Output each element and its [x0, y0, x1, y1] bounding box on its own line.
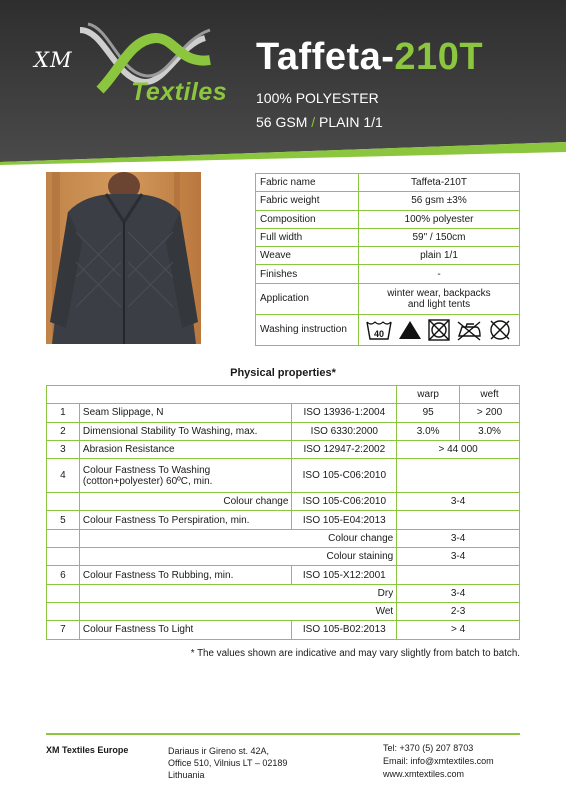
header-warp: warp [397, 386, 460, 404]
row-number: 1 [47, 404, 80, 422]
row-standard: ISO 105-C06:2010 [292, 459, 397, 493]
footer-company: XM Textiles Europe [46, 745, 129, 755]
table-row [47, 584, 520, 602]
row-standard: ISO 105-B02:2013 [292, 621, 397, 639]
jacket-photo-image [46, 172, 201, 344]
header-banner [0, 0, 566, 165]
property-line2: (cotton+polyester) 60ºC, min. [82, 475, 213, 487]
row-value: > 44 000 [397, 440, 520, 458]
row-number [47, 548, 80, 566]
row-standard: ISO 105-E04:2013 [292, 511, 397, 529]
row-value: 2-3 [397, 602, 520, 620]
row-number: 7 [47, 621, 80, 639]
table-row [47, 602, 520, 620]
no-iron-icon [456, 319, 482, 341]
washing-icons-cell [359, 314, 520, 345]
row-property [79, 459, 292, 493]
row-weft: > 200 [460, 404, 520, 422]
row-subproperty: Colour change [79, 529, 396, 547]
row-standard: ISO 13936-1:2004 [292, 404, 397, 422]
header-blank [47, 386, 397, 404]
jacket-photo [46, 172, 201, 344]
spec-row [256, 192, 520, 210]
application-line2: and light tents [407, 298, 471, 310]
row-number: 3 [47, 440, 80, 458]
spec-label: Finishes [256, 265, 359, 283]
footer-tel: Tel: +370 (5) 207 8703 [383, 743, 474, 753]
row-number [47, 493, 80, 511]
row-standard: ISO 12947-2:2002 [292, 440, 397, 458]
row-number: 4 [47, 459, 80, 493]
table-row [47, 529, 520, 547]
row-number [47, 584, 80, 602]
separator: / [311, 114, 316, 130]
row-subproperty: Wet [79, 602, 396, 620]
row-number: 6 [47, 566, 80, 584]
table-row [47, 621, 520, 639]
table-row [47, 566, 520, 584]
property-line1: Colour Fastness To Washing [82, 464, 211, 476]
no-tumble-dry-icon [428, 319, 450, 341]
row-value: > 4 [397, 621, 520, 639]
row-value: 3-4 [397, 548, 520, 566]
row-value [397, 511, 520, 529]
row-number: 5 [47, 511, 80, 529]
no-dry-clean-icon [488, 319, 512, 341]
logo-xm-text: XM [34, 48, 73, 72]
table-row [47, 404, 520, 422]
row-value [397, 566, 520, 584]
spec-value: - [359, 265, 520, 283]
row-standard: ISO 6330:2000 [292, 422, 397, 440]
wash-40-icon [366, 319, 392, 341]
company-logo [34, 20, 234, 110]
row-value: 3-4 [397, 529, 520, 547]
row-number [47, 529, 80, 547]
spec-value: 100% polyester [359, 210, 520, 228]
table-row [47, 440, 520, 458]
row-standard: ISO 105-C06:2010 [292, 493, 397, 511]
row-number [47, 602, 80, 620]
row-value [397, 459, 520, 493]
title-main: Taffeta- [256, 36, 395, 78]
footer-divider [46, 733, 520, 735]
spec-value: 59" / 150cm [359, 228, 520, 246]
logo-textiles-text: Textiles [131, 78, 228, 106]
product-title [256, 36, 483, 79]
gsm-weave-subtitle [256, 114, 383, 130]
indicative-values-note: * The values shown are indicative and may vary slightly from batch to batch. [190, 648, 520, 659]
row-value: 3-4 [397, 493, 520, 511]
footer-website-link[interactable]: www.xmtextiles.com [383, 769, 465, 779]
spec-value: plain 1/1 [359, 247, 520, 265]
address-line2: Office 510, Vilnius LT – 02189 [168, 758, 288, 768]
footer-contact [383, 742, 494, 781]
row-warp: 3.0% [397, 422, 460, 440]
spec-value: Taffeta-210T [359, 174, 520, 192]
spec-label: Weave [256, 247, 359, 265]
row-property: Dimensional Stability To Washing, max. [79, 422, 292, 440]
row-property: Colour Fastness To Perspiration, min. [79, 511, 292, 529]
row-subproperty: Colour change [79, 493, 292, 511]
spec-label: Full width [256, 228, 359, 246]
spec-label: Application [256, 283, 359, 314]
table-row [47, 459, 520, 493]
composition-subtitle: 100% POLYESTER [256, 90, 379, 106]
spec-row [256, 283, 520, 314]
spec-row [256, 174, 520, 192]
weave-text: PLAIN 1/1 [319, 114, 383, 130]
gsm-text: 56 GSM [256, 114, 308, 130]
address-line1: Dariaus ir Gireno st. 42A, [168, 746, 270, 756]
spec-value: 56 gsm ±3% [359, 192, 520, 210]
row-property: Abrasion Resistance [79, 440, 292, 458]
spec-row [256, 228, 520, 246]
physical-properties-title: Physical properties* [230, 367, 336, 379]
wash-temp-text: 40 [373, 328, 385, 339]
physical-properties-table [46, 385, 520, 640]
table-row [47, 548, 520, 566]
row-standard: ISO 105-X12:2001 [292, 566, 397, 584]
row-warp: 95 [397, 404, 460, 422]
spec-row [256, 210, 520, 228]
spec-label: Composition [256, 210, 359, 228]
bleach-icon [398, 319, 422, 341]
row-number: 2 [47, 422, 80, 440]
title-accent: 210T [394, 36, 484, 78]
spec-row [256, 247, 520, 265]
row-property: Seam Slippage, N [79, 404, 292, 422]
address-line3: Lithuania [168, 770, 205, 780]
spec-label: Washing instruction [256, 314, 359, 345]
row-property: Colour Fastness To Rubbing, min. [79, 566, 292, 584]
footer-email[interactable]: Email: info@xmtextiles.com [383, 756, 494, 766]
table-row [47, 511, 520, 529]
table-row [47, 493, 520, 511]
spec-label: Fabric name [256, 174, 359, 192]
table-row [47, 422, 520, 440]
footer-address [168, 745, 287, 781]
spec-row [256, 265, 520, 283]
application-line1: winter wear, backpacks [387, 287, 491, 299]
row-weft: 3.0% [460, 422, 520, 440]
row-subproperty: Dry [79, 584, 396, 602]
row-value: 3-4 [397, 584, 520, 602]
row-property: Colour Fastness To Light [79, 621, 292, 639]
header-weft: weft [460, 386, 520, 404]
spec-label: Fabric weight [256, 192, 359, 210]
table-header-row [47, 386, 520, 404]
spec-value [359, 283, 520, 314]
spec-row [256, 314, 520, 345]
fabric-spec-table [255, 173, 520, 346]
row-subproperty: Colour staining [79, 548, 396, 566]
